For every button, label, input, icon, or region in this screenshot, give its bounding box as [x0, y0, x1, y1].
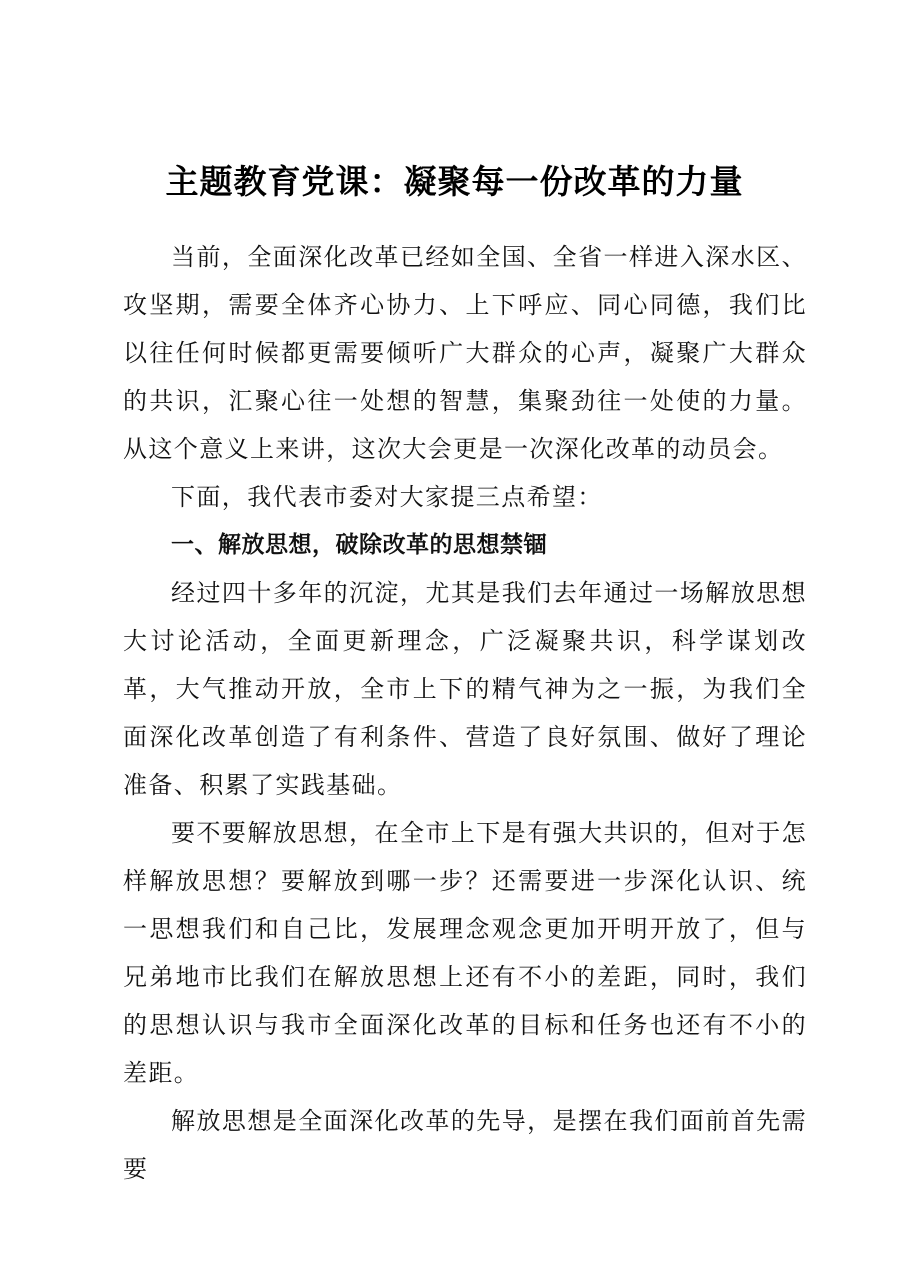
paragraph-expectations: 下面，我代表市委对大家提三点希望：	[171, 483, 603, 511]
paragraph-section-3: 解放思想是全面深化改革的先导，是摆在我们面前首先需要	[123, 1107, 807, 1183]
paragraph-intro: 当前，全面深化改革已经如全国、全省一样进入深水区、攻坚期，需要全体齐心协力、上下呼应、同心同德，我们比以往任何时候都更需要倾听广大群众的心声，凝聚广大群众的共识，汇聚心往一处想的智慧，集聚劲往一处使的力量。从这个意义上来讲，这次大会更是一次深化改革的动员会。	[123, 243, 807, 463]
document-title: 主题教育党课：凝聚每一份改革的力量	[165, 162, 744, 201]
document-body	[123, 233, 807, 1193]
paragraph-section-1: 经过四十多年的沉淀，尤其是我们去年通过一场解放思想大讨论活动，全面更新理念，广泛凝聚共识，科学谋划改革，大气推动开放，全市上下的精气神为之一振，为我们全面深化改革创造了有利条件、营造了良好氛围、做好了理论准备、积累了实践基础。	[123, 579, 807, 799]
section-heading: 一、解放思想，破除改革的思想禁锢	[171, 532, 547, 558]
paragraph-section-2: 要不要解放思想，在全市上下是有强大共识的，但对于怎样解放思想？要解放到哪一步？还需要进一步深化认识、统一思想我们和自己比，发展理念观念更加开明开放了，但与兄弟地市比我们在解放思想上还有不小的差距，同时，我们的思想认识与我市全面深化改革的目标和任务也还有不小的差距。	[123, 819, 807, 1087]
